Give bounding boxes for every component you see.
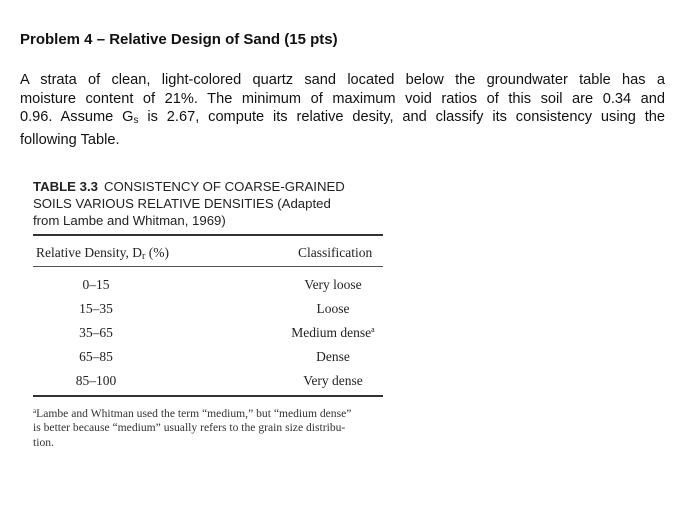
statement-line-1: A strata of clean, light-colored quartz sand located below the groundwater table has a xyxy=(20,72,665,88)
table-number: TABLE 3.3 xyxy=(33,179,98,194)
statement-line-2: moisture content of 21%. The minimum of maximum void ratios of this soil are 0.34 and xyxy=(20,90,665,107)
table-caption-line-3: from Lambe and Whitman, 1969) xyxy=(33,213,226,228)
column-header-relative-density xyxy=(36,245,169,262)
footnote-marker: a xyxy=(371,325,375,334)
problem-title: Problem 4 – Relative Design of Sand (15 pts) xyxy=(20,31,338,48)
table-cell-class: Loose xyxy=(316,301,350,316)
table-cell-range: 15–35 xyxy=(79,301,113,316)
table-caption-line-1: CONSISTENCY OF COARSE-GRAINED xyxy=(103,179,345,194)
table-cell-range: 65–85 xyxy=(79,349,113,364)
table-header-rule xyxy=(33,266,383,267)
column-header-classification: Classification xyxy=(298,245,373,260)
table-caption-line-2: SOILS VARIOUS RELATIVE DENSITIES (Adapted xyxy=(33,196,331,211)
col1-header-unit: (%) xyxy=(145,245,169,260)
specific-gravity-subscript: s xyxy=(133,115,139,126)
table-caption xyxy=(33,178,393,229)
statement-line-4: following Table. xyxy=(20,131,120,148)
table-cell-class-text: Medium dense xyxy=(291,325,372,340)
table-bottom-rule xyxy=(33,395,383,397)
table-top-rule xyxy=(33,234,383,236)
table-cell-range: 0–15 xyxy=(82,277,110,292)
table-cell-range: 85–100 xyxy=(75,373,117,388)
statement-line-3-rest: is 2.67, compute its relative desity, and classify its consistency using the xyxy=(138,109,665,125)
footnote-line-2: is better because “medium” usually refers to the grain size distribu- xyxy=(33,421,346,435)
col1-header-text: Relative Density, D xyxy=(36,245,142,260)
table-cell-class: Very dense xyxy=(303,373,363,388)
statement-line-3 xyxy=(20,108,665,131)
table-footnote xyxy=(33,404,388,450)
footnote-line-3: tion. xyxy=(33,435,54,449)
table-cell-class: Dense xyxy=(316,349,350,364)
statement-line-3-start: 0.96. Assume G xyxy=(20,109,134,125)
table-cell-class: Very loose xyxy=(304,277,362,292)
table-cell-class xyxy=(270,325,396,341)
table-cell-range: 35–65 xyxy=(79,325,113,340)
problem-statement xyxy=(20,71,665,149)
footnote-mark: a xyxy=(33,407,37,415)
footnote-line-1: Lambe and Whitman used the term “medium,” but “medium dense” xyxy=(36,407,352,420)
col1-header-subscript: r xyxy=(141,251,146,262)
